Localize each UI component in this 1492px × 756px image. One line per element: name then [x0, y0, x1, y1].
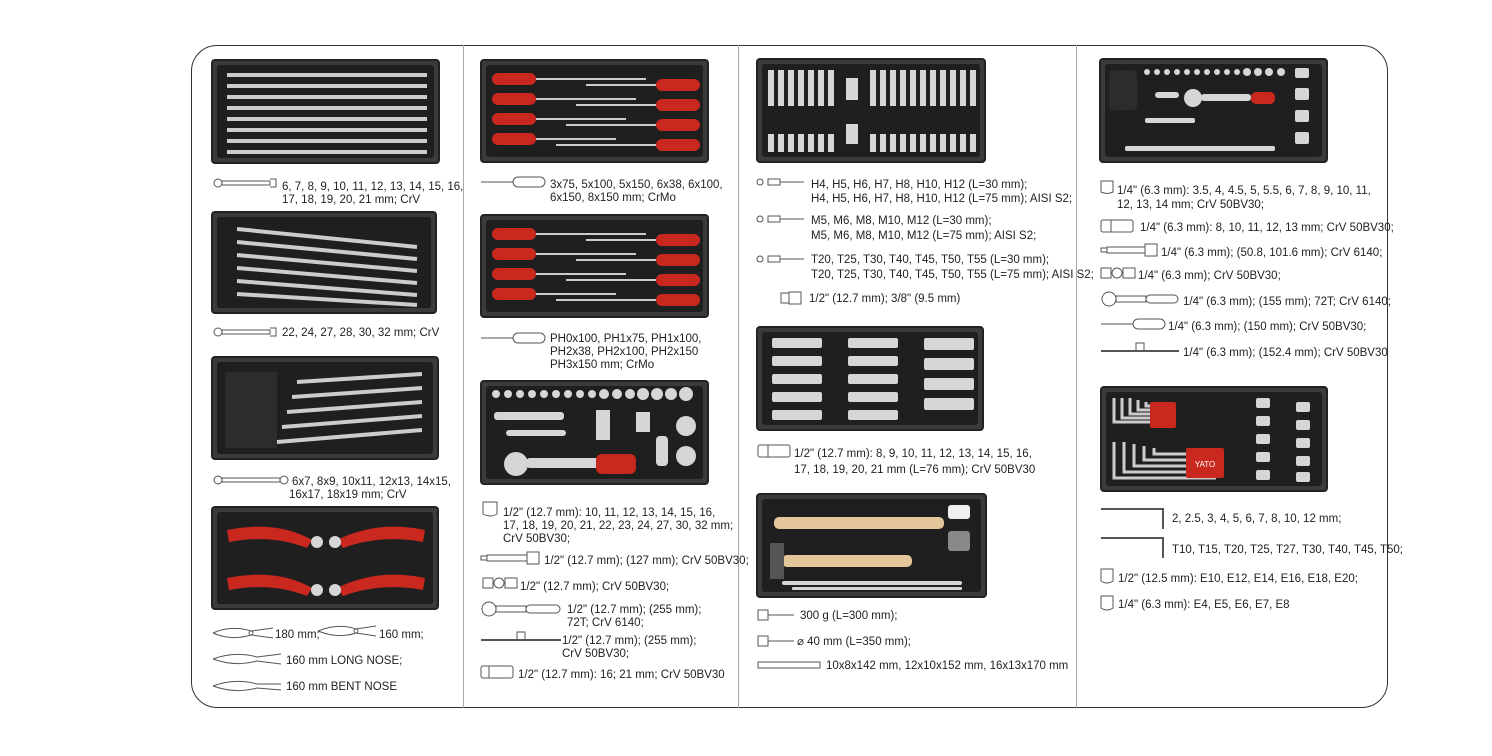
spec-phillips-2: PH2x38, PH2x100, PH2x150 — [550, 346, 699, 358]
spec-pliers-b: 160 mm; — [379, 629, 424, 641]
tray-flat-screwdrivers — [480, 59, 709, 163]
spec-deep-sockets-2: 17, 18, 19, 20, 21 mm (L=76 mm); CrV 50BV30 — [794, 464, 1036, 476]
spec-ring-spanner-1: 6x7, 8x9, 10x11, 12x13, 14x15, — [292, 476, 451, 488]
t-bar-icon — [1099, 341, 1181, 357]
ratchet-icon — [479, 600, 563, 618]
hex-key-icon — [1099, 505, 1171, 531]
flat-screwdriver-icon — [479, 176, 547, 188]
spec-ratchet-2: 72T; CrV 6140; — [567, 617, 644, 629]
spec-ring-spanner-2: 16x17, 18x19 mm; CrV — [289, 489, 407, 501]
spec-hex-bits-1: H4, H5, H6, H7, H8, H10, H12 (L=30 mm); — [811, 179, 1028, 191]
tray-ring-spanners — [211, 356, 439, 460]
ratchet-icon — [1099, 290, 1181, 308]
spec-deep-quarter: 1/4" (6.3 mm): 8, 10, 11, 12, 13 mm; CrV 50BV30; — [1140, 222, 1394, 234]
spec-e-torx-half: 1/2" (12.5 mm): E10, E12, E14, E16, E18, E20; — [1118, 573, 1358, 585]
spec-spark-plug: 1/2" (12.7 mm): 16; 21 mm; CrV 50BV30 — [518, 669, 725, 681]
universal-joint-icon — [1099, 265, 1137, 281]
spec-ratchet-1: 1/2" (12.7 mm); (255 mm); — [567, 604, 702, 616]
tray-half-inch-sockets — [480, 380, 709, 485]
spec-phillips-3: PH3x150 mm; CrMo — [550, 359, 655, 371]
extension-bar-icon — [1099, 242, 1159, 258]
spec-sockets-3: CrV 50BV30; — [503, 533, 571, 545]
e-torx-socket-icon — [1099, 567, 1115, 585]
spec-tbar-quarter: 1/4" (6.3 mm); (152.4 mm); CrV 50BV30 — [1183, 347, 1388, 359]
mallet-icon — [756, 634, 796, 648]
tray-hammers-chisels — [756, 493, 987, 598]
deep-socket-icon — [756, 443, 792, 459]
column-divider — [463, 45, 464, 708]
hammer-icon — [756, 608, 796, 622]
spec-pliers-bent: 160 mm BENT NOSE — [286, 681, 397, 693]
spec-hex-bits-2: H4, H5, H6, H7, H8, H10, H12 (L=75 mm); AISI S2; — [811, 193, 1073, 205]
spec-ujoint: 1/2" (12.7 mm); CrV 50BV30; — [520, 581, 670, 593]
torx-key-icon — [1099, 534, 1171, 560]
spec-deep-sockets-1: 1/2" (12.7 mm): 8, 9, 10, 11, 12, 13, 14, 15, 16, — [794, 448, 1032, 460]
spec-sockets-2: 17, 18, 19, 20, 21, 22, 23, 24, 27, 30, 32 mm; — [503, 520, 734, 532]
spec-ujoint-quarter: 1/4" (6.3 mm); CrV 50BV30; — [1138, 270, 1281, 282]
spec-torx-bits-2: T20, T25, T30, T40, T45, T50, T55 (L=75 mm); AISI S2; — [811, 269, 1094, 281]
spec-mallet: ⌀ 40 mm (L=350 mm); — [797, 636, 911, 648]
spec-flat-screwdrivers-1: 3x75, 5x100, 5x150, 6x38, 6x100, — [550, 179, 723, 191]
hex-bit-icon — [756, 177, 806, 187]
spark-plug-socket-icon — [479, 664, 515, 680]
torx-bit-icon — [756, 254, 806, 264]
spec-sockets-quarter-1: 1/4" (6.3 mm): 3.5, 4, 4.5, 5, 5.5, 6, 7, 8, 9, 10, 11, — [1117, 185, 1371, 197]
socket-icon — [1099, 179, 1115, 195]
pliers-icon — [211, 625, 275, 641]
long-nose-pliers-icon — [211, 651, 283, 667]
socket-icon — [481, 500, 499, 518]
spec-tbar-2: CrV 50BV30; — [562, 648, 630, 660]
spec-wrench-small-2: 17, 18, 19, 20, 21 mm; CrV — [282, 194, 421, 206]
spec-e-torx-quarter: 1/4" (6.3 mm): E4, E5, E6, E7, E8 — [1118, 599, 1290, 611]
chisel-icon — [756, 660, 822, 670]
spec-spline-bits-2: M5, M6, M8, M10, M12 (L=75 mm); AISI S2; — [811, 230, 1037, 242]
universal-joint-icon — [481, 575, 519, 591]
column-divider — [1076, 45, 1077, 708]
tray-pliers — [211, 506, 439, 610]
spec-hex-keys: 2, 2.5, 3, 4, 5, 6, 7, 8, 10, 12 mm; — [1172, 513, 1342, 525]
spec-extension: 1/2" (12.7 mm); (127 mm); CrV 50BV30; — [544, 555, 749, 567]
spec-phillips-1: PH0x100, PH1x75, PH1x100, — [550, 333, 702, 345]
spec-sockets-1: 1/2" (12.7 mm): 10, 11, 12, 13, 14, 15, 16, — [503, 507, 716, 519]
phillips-screwdriver-icon — [479, 332, 547, 344]
extension-bar-icon — [479, 550, 541, 566]
bit-adapter-icon — [779, 291, 803, 305]
pliers-icon — [316, 623, 378, 639]
brand-logo: YATO — [1194, 460, 1216, 469]
tray-phillips-screwdrivers — [480, 214, 709, 318]
spec-ext-quarter: 1/4" (6.3 mm); (50.8, 101.6 mm); CrV 6140; — [1161, 247, 1383, 259]
spline-bit-icon — [756, 214, 806, 224]
bent-nose-pliers-icon — [211, 678, 283, 694]
spec-torx-bits-1: T20, T25, T30, T40, T45, T50, T55 (L=30 mm); — [811, 254, 1050, 266]
spec-pliers-a: 180 mm; — [275, 629, 320, 641]
e-torx-socket-icon — [1099, 594, 1115, 612]
deep-socket-icon — [1099, 218, 1135, 234]
t-bar-icon — [479, 630, 563, 646]
tray-combination-wrenches-large — [211, 211, 437, 314]
column-divider — [738, 45, 739, 708]
tray-deep-sockets — [756, 326, 984, 431]
spec-ratchet-quarter: 1/4" (6.3 mm); (155 mm); 72T; CrV 6140; — [1183, 296, 1391, 308]
ring-spanner-icon — [212, 474, 290, 486]
spec-wrench-large: 22, 24, 27, 28, 30, 32 mm; CrV — [282, 327, 440, 339]
combination-wrench-icon — [212, 326, 278, 338]
spec-flat-screwdrivers-2: 6x150, 8x150 mm; CrMo — [550, 192, 676, 204]
spec-sockets-quarter-2: 12, 13, 14 mm; CrV 50BV30; — [1117, 199, 1265, 211]
spec-torx-keys: T10, T15, T20, T25, T27, T30, T40, T45, T50; — [1172, 544, 1403, 556]
tray-quarter-inch-set — [1099, 58, 1328, 163]
spec-pliers-long: 160 mm LONG NOSE; — [286, 655, 403, 667]
spec-tbar-1: 1/2" (12.7 mm); (255 mm); — [562, 635, 697, 647]
spinner-handle-icon — [1099, 318, 1167, 330]
spec-wrench-small-1: 6, 7, 8, 9, 10, 11, 12, 13, 14, 15, 16, — [282, 181, 464, 193]
tray-hex-torx-keys — [1100, 386, 1328, 492]
tray-combination-wrenches-small — [211, 59, 440, 164]
tray-bits — [756, 58, 986, 163]
spec-hammer: 300 g (L=300 mm); — [800, 610, 898, 622]
spec-chisels: 10x8x142 mm, 12x10x152 mm, 16x13x170 mm — [826, 660, 1069, 672]
spec-adapter: 1/2" (12.7 mm); 3/8" (9.5 mm) — [809, 293, 961, 305]
spec-spinner-quarter: 1/4" (6.3 mm); (150 mm); CrV 50BV30; — [1168, 321, 1367, 333]
spec-spline-bits-1: M5, M6, M8, M10, M12 (L=30 mm); — [811, 215, 992, 227]
combination-wrench-icon — [212, 177, 278, 189]
